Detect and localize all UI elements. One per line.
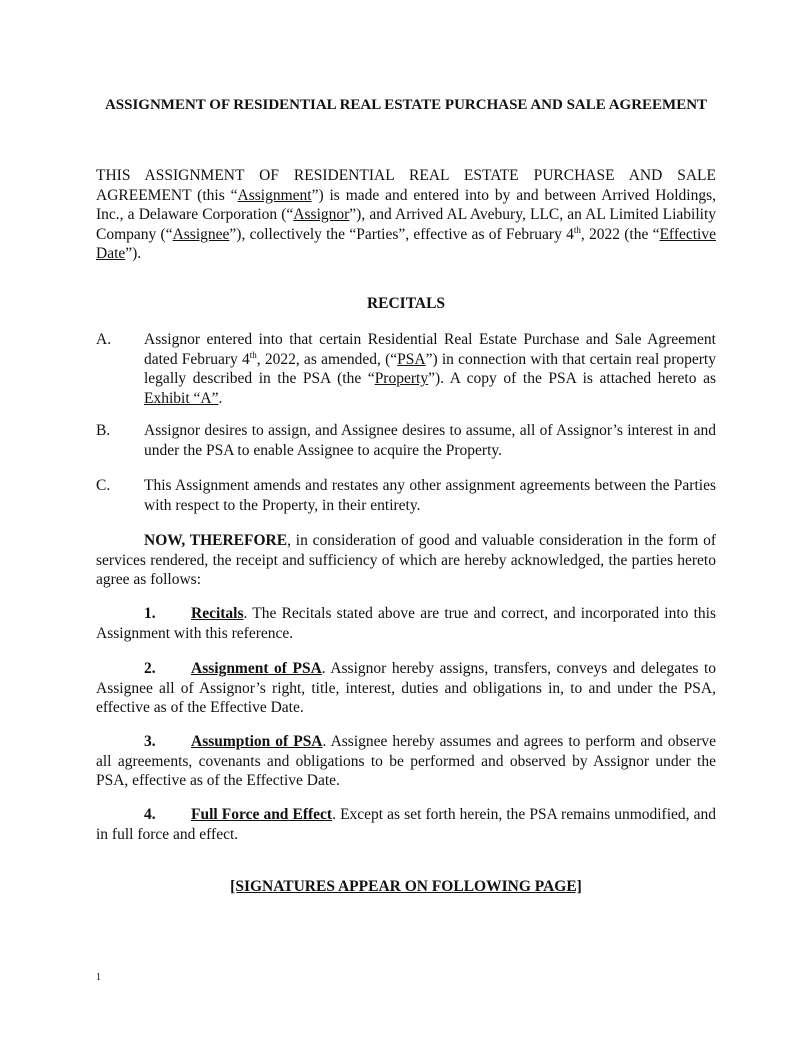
section-number: 2. bbox=[144, 660, 156, 677]
section-heading: Assignment of PSA bbox=[191, 660, 322, 677]
intro-text-3: ”), and Arrived AL Avebury, LLC, an AL Limited Liability Company (“ bbox=[96, 206, 716, 243]
section-1 bbox=[96, 604, 716, 643]
section-number: 3. bbox=[144, 733, 156, 750]
intro-paragraph bbox=[96, 166, 716, 264]
defined-term-assignee: Assignee bbox=[172, 225, 230, 243]
defined-term-effective-date: Effective Date bbox=[96, 225, 716, 262]
recital-a-text-3: ”) in connection with that certain real property legally described in the PSA (the “ bbox=[144, 350, 716, 387]
intro-text-1: THIS ASSIGNMENT OF RESIDENTIAL REAL ESTATE PURCHASE AND SALE AGREEMENT (this “ bbox=[96, 167, 716, 204]
section-4 bbox=[96, 805, 716, 844]
recital-a-text-5: . bbox=[218, 389, 223, 407]
intro-text-5: , 2022 (the “ bbox=[580, 225, 660, 243]
defined-term-assignor: Assignor bbox=[293, 206, 350, 223]
ordinal-suffix: th bbox=[573, 224, 581, 235]
recitals-heading: RECITALS bbox=[366, 295, 446, 312]
page-number: 1 bbox=[96, 972, 101, 983]
ordinal-suffix: th bbox=[249, 349, 257, 360]
recital-text: This Assignment amends and restates any other assignment agreements between the Parties with respect to the Property, in their entirety. bbox=[144, 477, 716, 514]
intro-text-2: ”) is made and entered into by and between Arrived Holdings, Inc., a Delaware Corporation (“ bbox=[96, 186, 717, 223]
section-text: . The Recitals stated above are true and correct, and incorporated into this Assignment with this reference. bbox=[96, 605, 716, 642]
document-title: ASSIGNMENT OF RESIDENTIAL REAL ESTATE PURCHASE AND SALE AGREEMENT bbox=[104, 97, 708, 113]
recital-text: Assignor desires to assign, and Assignee desires to assume, all of Assignor’s interest in and under the PSA to enable Assignee to acquire the Property. bbox=[144, 422, 716, 459]
section-number: 4. bbox=[144, 806, 156, 823]
intro-text-6: ”). bbox=[125, 245, 142, 262]
recital-a-text-1: Assignor entered into that certain Residential Real Estate Purchase and Sale Agreement dated February 4 bbox=[144, 331, 716, 368]
exhibit-reference: Exhibit “A” bbox=[144, 389, 219, 407]
recital-c bbox=[96, 476, 716, 515]
recital-text bbox=[144, 330, 716, 408]
recital-letter: B. bbox=[96, 422, 111, 439]
section-heading: Recitals bbox=[191, 605, 244, 622]
section-3 bbox=[96, 732, 716, 791]
section-text: . Assignee hereby assumes and agrees to perform and observe all agreements, covenants and obligations to be performed and observed by Assignor under the PSA, effective as of the Effective Date. bbox=[96, 733, 716, 789]
now-therefore-paragraph bbox=[96, 531, 716, 590]
section-2 bbox=[96, 659, 716, 718]
recital-a-text-2: , 2022, as amended, (“ bbox=[256, 350, 398, 368]
recital-letter: A. bbox=[96, 331, 112, 348]
intro-text-4: ”), collectively the “Parties”, effective as of February 4 bbox=[229, 225, 574, 243]
now-therefore-lead: NOW, THEREFORE bbox=[144, 532, 288, 549]
recital-a bbox=[96, 330, 716, 408]
section-heading: Full Force and Effect bbox=[191, 806, 333, 823]
section-text: . Assignor hereby assigns, transfers, conveys and delegates to Assignee all of Assignor’s right, title, interest, duties and obligations in, to and under the PSA, effective as of the Effective Date. bbox=[96, 660, 716, 716]
defined-term-assignment: Assignment bbox=[237, 186, 312, 204]
section-heading: Assumption of PSA bbox=[191, 733, 323, 750]
now-therefore-text: , in consideration of good and valuable consideration in the form of services rendered, the receipt and sufficiency of which are hereby acknowledged, the parties hereto agree as follows: bbox=[96, 532, 716, 588]
defined-term-psa: PSA bbox=[397, 350, 426, 368]
section-number: 1. bbox=[144, 605, 156, 622]
defined-term-property: Property bbox=[374, 370, 429, 387]
recital-letter: C. bbox=[96, 477, 111, 494]
signatures-note: [SIGNATURES APPEAR ON FOLLOWING PAGE] bbox=[230, 878, 582, 895]
section-text: . Except as set forth herein, the PSA remains unmodified, and in full force and effect. bbox=[96, 806, 716, 843]
recital-a-text-4: ”). A copy of the PSA is attached hereto as bbox=[428, 370, 716, 387]
recital-b bbox=[96, 421, 716, 460]
